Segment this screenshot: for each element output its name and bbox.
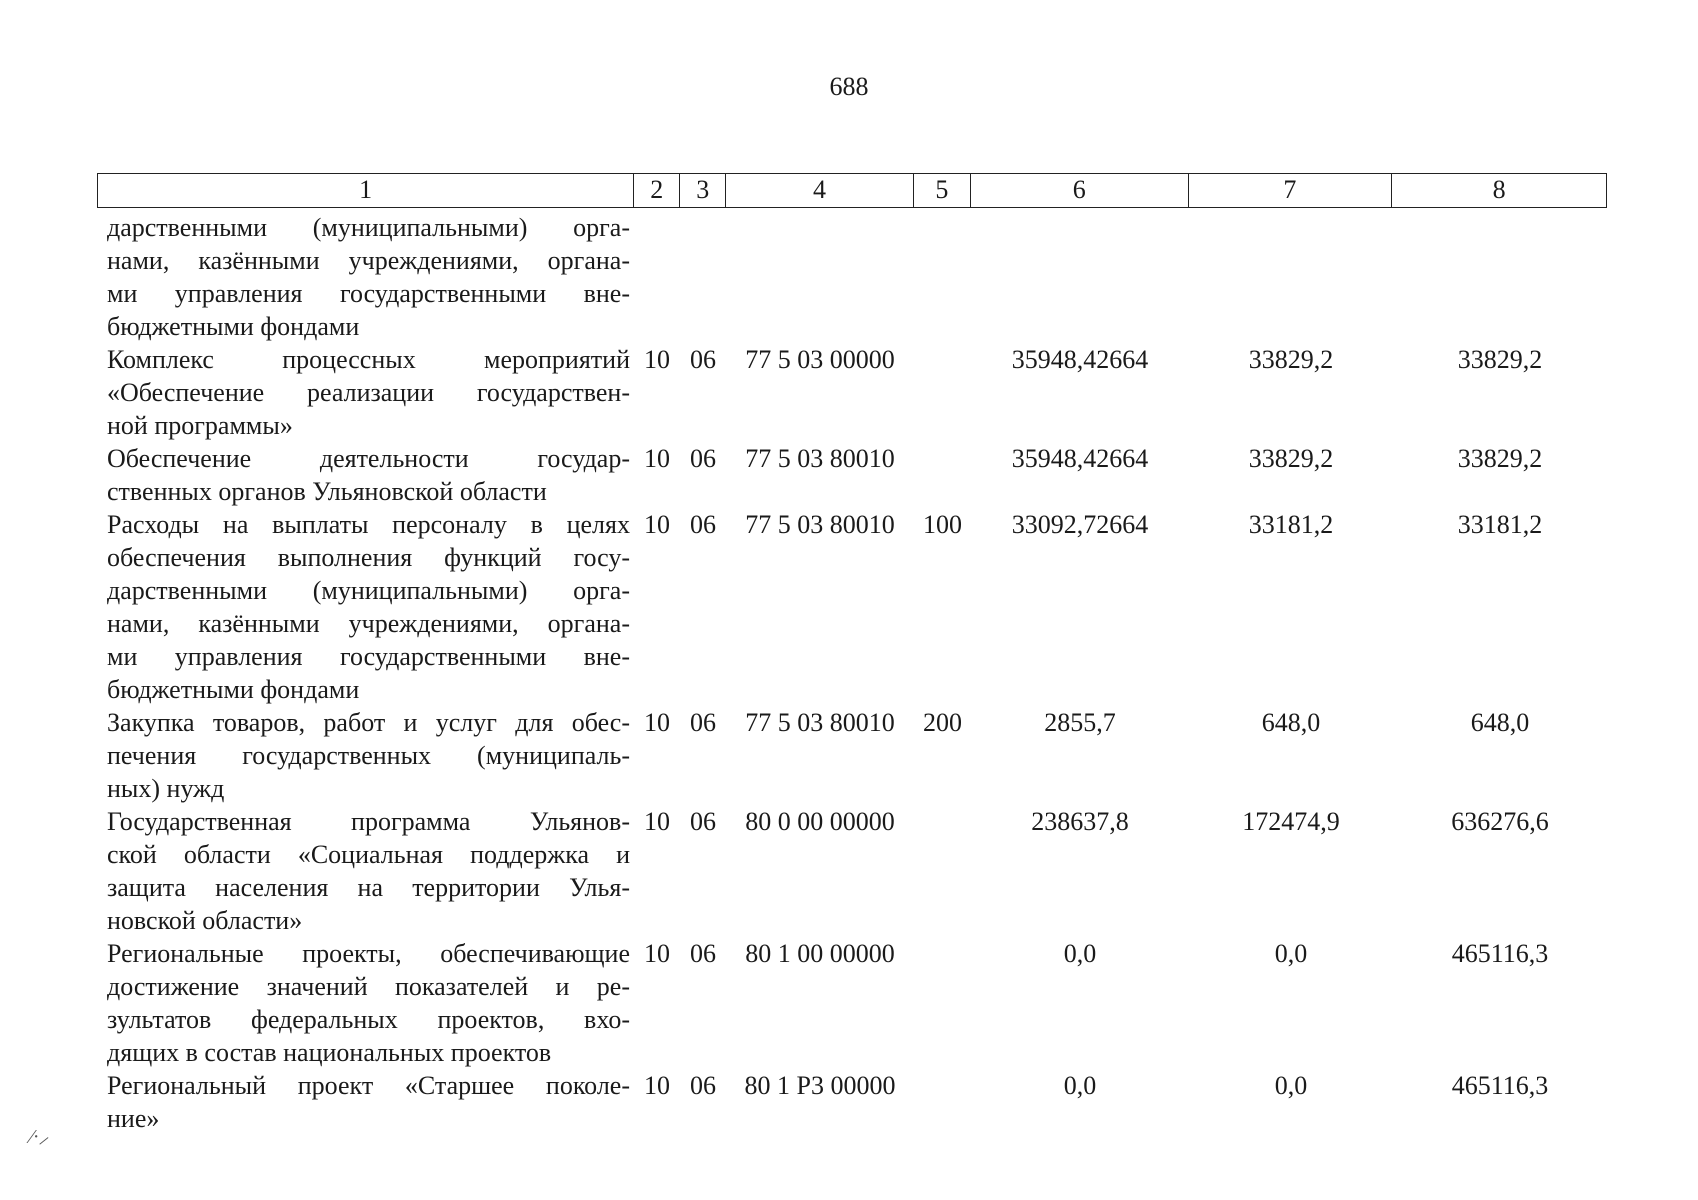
cell-pr: 06 — [690, 444, 716, 473]
row-name-line: защита населения на территории Улья- — [107, 873, 630, 902]
cell-csr: 80 1 Р3 00000 — [744, 1071, 896, 1100]
cell-v3: 33829,2 — [1457, 444, 1543, 473]
header-col-1: 1 — [98, 174, 634, 207]
row-name — [97, 805, 634, 937]
cell-rz: 10 — [644, 510, 670, 539]
cell-vr — [914, 805, 971, 937]
row-name-line: ми управления государственными вне- — [107, 642, 630, 671]
row-name-line: дарственными (муниципальными) орга- — [107, 576, 630, 605]
header-col-3: 3 — [680, 174, 726, 207]
cell-v2: 33829,2 — [1248, 345, 1334, 374]
cell-v1: 0,0 — [1063, 1071, 1097, 1100]
row-name-line: ных) нужд — [107, 774, 225, 803]
cell-v1: 33092,72664 — [1011, 510, 1149, 539]
row-name-line: бюджетными фондами — [107, 312, 360, 341]
cell-v2: 0,0 — [1274, 1071, 1308, 1100]
row-name-line: Комплекс процессных мероприятий — [107, 345, 630, 374]
row-name — [97, 508, 634, 706]
cell-v2: 33829,2 — [1248, 444, 1334, 473]
cell-csr: 77 5 03 80010 — [745, 510, 895, 539]
handwritten-mark-icon: ⁄·⸝ — [30, 1126, 49, 1148]
row-name-line: ской области «Социальная поддержка и — [107, 840, 630, 869]
row-name-line: ственных органов Ульяновской области — [107, 477, 547, 506]
row-name — [97, 442, 634, 508]
row-name-line: ми управления государственными вне- — [107, 279, 630, 308]
header-col-2: 2 — [634, 174, 680, 207]
row-name-line: ной программы» — [107, 411, 293, 440]
table-row — [97, 442, 1607, 508]
cell-rz: 10 — [644, 807, 670, 836]
cell-pr: 06 — [690, 1071, 716, 1100]
row-name — [97, 211, 634, 343]
cell-rz: 10 — [644, 444, 670, 473]
header-col-7: 7 — [1189, 174, 1393, 207]
row-name-line: нами, казёнными учреждениями, органа- — [107, 246, 630, 275]
row-name — [97, 706, 634, 805]
cell-v1 — [971, 211, 1189, 343]
row-name-line: Обеспечение деятельности государ- — [107, 444, 630, 473]
table-row — [97, 211, 1607, 343]
cell-v3 — [1393, 211, 1607, 343]
table-row — [97, 1069, 1607, 1135]
cell-pr: 06 — [690, 510, 716, 539]
table-header — [97, 173, 1607, 208]
header-col-4: 4 — [726, 174, 914, 207]
row-name-line: обеспечения выполнения функций госу- — [107, 543, 630, 572]
row-name-line: дарственными (муниципальными) орга- — [107, 213, 630, 242]
cell-pr — [680, 211, 726, 343]
cell-v1: 0,0 — [1063, 939, 1097, 968]
row-name-line: Государственная программа Ульянов- — [107, 807, 630, 836]
cell-v3: 648,0 — [1470, 708, 1530, 737]
table-row — [97, 343, 1607, 442]
cell-csr: 77 5 03 00000 — [745, 345, 895, 374]
row-name-line: ние» — [107, 1104, 160, 1133]
cell-rz: 10 — [644, 939, 670, 968]
row-name-line: достижение значений показателей и ре- — [107, 972, 630, 1001]
table-row — [97, 508, 1607, 706]
cell-rz: 10 — [644, 345, 670, 374]
table-row — [97, 937, 1607, 1069]
row-name-line: Закупка товаров, работ и услуг для обес- — [107, 708, 630, 737]
cell-vr — [914, 211, 971, 343]
cell-v1: 35948,42664 — [1011, 345, 1149, 374]
cell-v3: 636276,6 — [1451, 807, 1549, 836]
cell-v2: 0,0 — [1274, 939, 1308, 968]
cell-rz — [634, 211, 680, 343]
header-col-8: 8 — [1492, 175, 1506, 204]
row-name-line: нами, казёнными учреждениями, органа- — [107, 609, 630, 638]
cell-pr: 06 — [690, 939, 716, 968]
cell-v3: 33829,2 — [1457, 345, 1543, 374]
cell-vr — [914, 937, 971, 1069]
cell-v2: 648,0 — [1261, 708, 1321, 737]
cell-rz: 10 — [644, 1071, 670, 1100]
cell-pr: 06 — [690, 345, 716, 374]
row-name-line: бюджетными фондами — [107, 675, 360, 704]
cell-vr: 200 — [923, 708, 962, 737]
cell-vr — [914, 1069, 971, 1135]
row-name-line: новской области» — [107, 906, 303, 935]
row-name — [97, 937, 634, 1069]
cell-csr: 77 5 03 80010 — [745, 444, 895, 473]
cell-v1: 35948,42664 — [1011, 444, 1149, 473]
cell-csr: 80 0 00 00000 — [745, 807, 895, 836]
row-name-line: дящих в состав национальных проектов — [107, 1038, 552, 1067]
cell-csr: 80 1 00 00000 — [745, 939, 895, 968]
row-name-line: Расходы на выплаты персоналу в целях — [107, 510, 630, 539]
cell-v2: 33181,2 — [1248, 510, 1334, 539]
row-name — [97, 343, 634, 442]
cell-vr — [914, 343, 971, 442]
row-name-line: зультатов федеральных проектов, вхо- — [107, 1005, 630, 1034]
cell-pr: 06 — [690, 807, 716, 836]
cell-csr: 77 5 03 80010 — [745, 708, 895, 737]
cell-v2: 172474,9 — [1242, 807, 1340, 836]
row-name-line: Региональный проект «Старшее поколе- — [107, 1071, 630, 1100]
cell-vr — [914, 442, 971, 508]
cell-v1: 238637,8 — [1031, 807, 1129, 836]
table-row — [97, 706, 1607, 805]
cell-vr: 100 — [923, 510, 962, 539]
cell-rz: 10 — [644, 708, 670, 737]
cell-v3: 465116,3 — [1451, 939, 1549, 968]
cell-v3: 465116,3 — [1451, 1071, 1549, 1100]
row-name-line: Региональные проекты, обеспечивающие — [107, 939, 630, 968]
cell-v2 — [1189, 211, 1393, 343]
row-name — [97, 1069, 634, 1135]
header-col-5: 5 — [914, 174, 971, 207]
cell-v1: 2855,7 — [1044, 708, 1116, 737]
row-name-line: «Обеспечение реализации государствен- — [107, 378, 630, 407]
cell-csr — [726, 211, 914, 343]
cell-pr: 06 — [690, 708, 716, 737]
header-col-6: 6 — [971, 174, 1189, 207]
cell-v3: 33181,2 — [1457, 510, 1543, 539]
table-row — [97, 805, 1607, 937]
table-body — [97, 211, 1607, 1135]
page-number: 688 — [829, 72, 869, 101]
row-name-line: печения государственных (муниципаль- — [107, 741, 630, 770]
